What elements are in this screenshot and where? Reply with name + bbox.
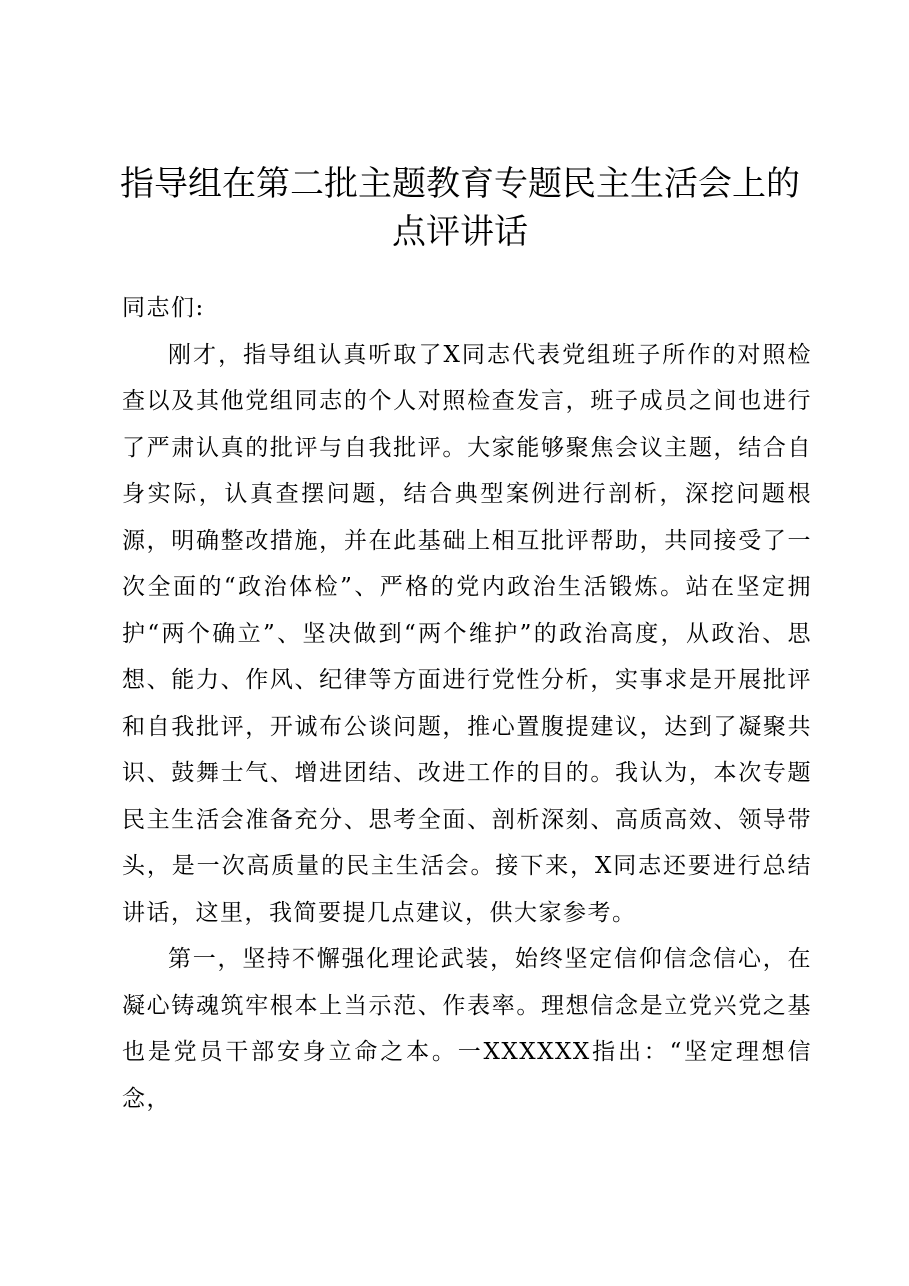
- salutation: 同志们:: [122, 295, 205, 321]
- paragraph-2: 第一，坚持不懈强化理论武装，始终坚定信仰信念信心，在凝心铸魂筑牢根本上当示范、作表率。理想信念是立党兴党之基也是党员干部安身立命之本。一XXXXXX指出：“坚定理想信念，: [122, 946, 812, 1112]
- paragraph-1: 刚才，指导组认真听取了X同志代表党组班子所作的对照检查以及其他党组同志的个人对照检查发言，班子成员之间也进行了严肃认真的批评与自我批评。大家能够聚焦会议主题，结合自身实际，认真查摆问题，结合典型案例进行剖析，深挖问题根源，明确整改措施，并在此基础上相互批评帮助，共同接受了一次全面的“政治体检”、严格的党内政治生活锻炼。站在坚定拥护“两个确立”、坚决做到“两个维护”的政治高度，从政治、思想、能力、作风、纪律等方面进行党性分析，实事求是开展批评和自我批评，开诚布公谈问题，推心置腹提建议，达到了凝聚共识、鼓舞士气、增进团结、改进工作的目的。我认为，本次专题民主生活会准备充分、思考全面、剖析深刻、高质高效、领导带头，是一次高质量的民主生活会。接下来，X同志还要进行总结讲话，这里，我简要提几点建议，供大家参考。: [122, 341, 812, 926]
- document-body: [122, 285, 812, 1122]
- document-title: 指导组在第二批主题教育专题民主生活会上的点评讲话: [120, 164, 800, 252]
